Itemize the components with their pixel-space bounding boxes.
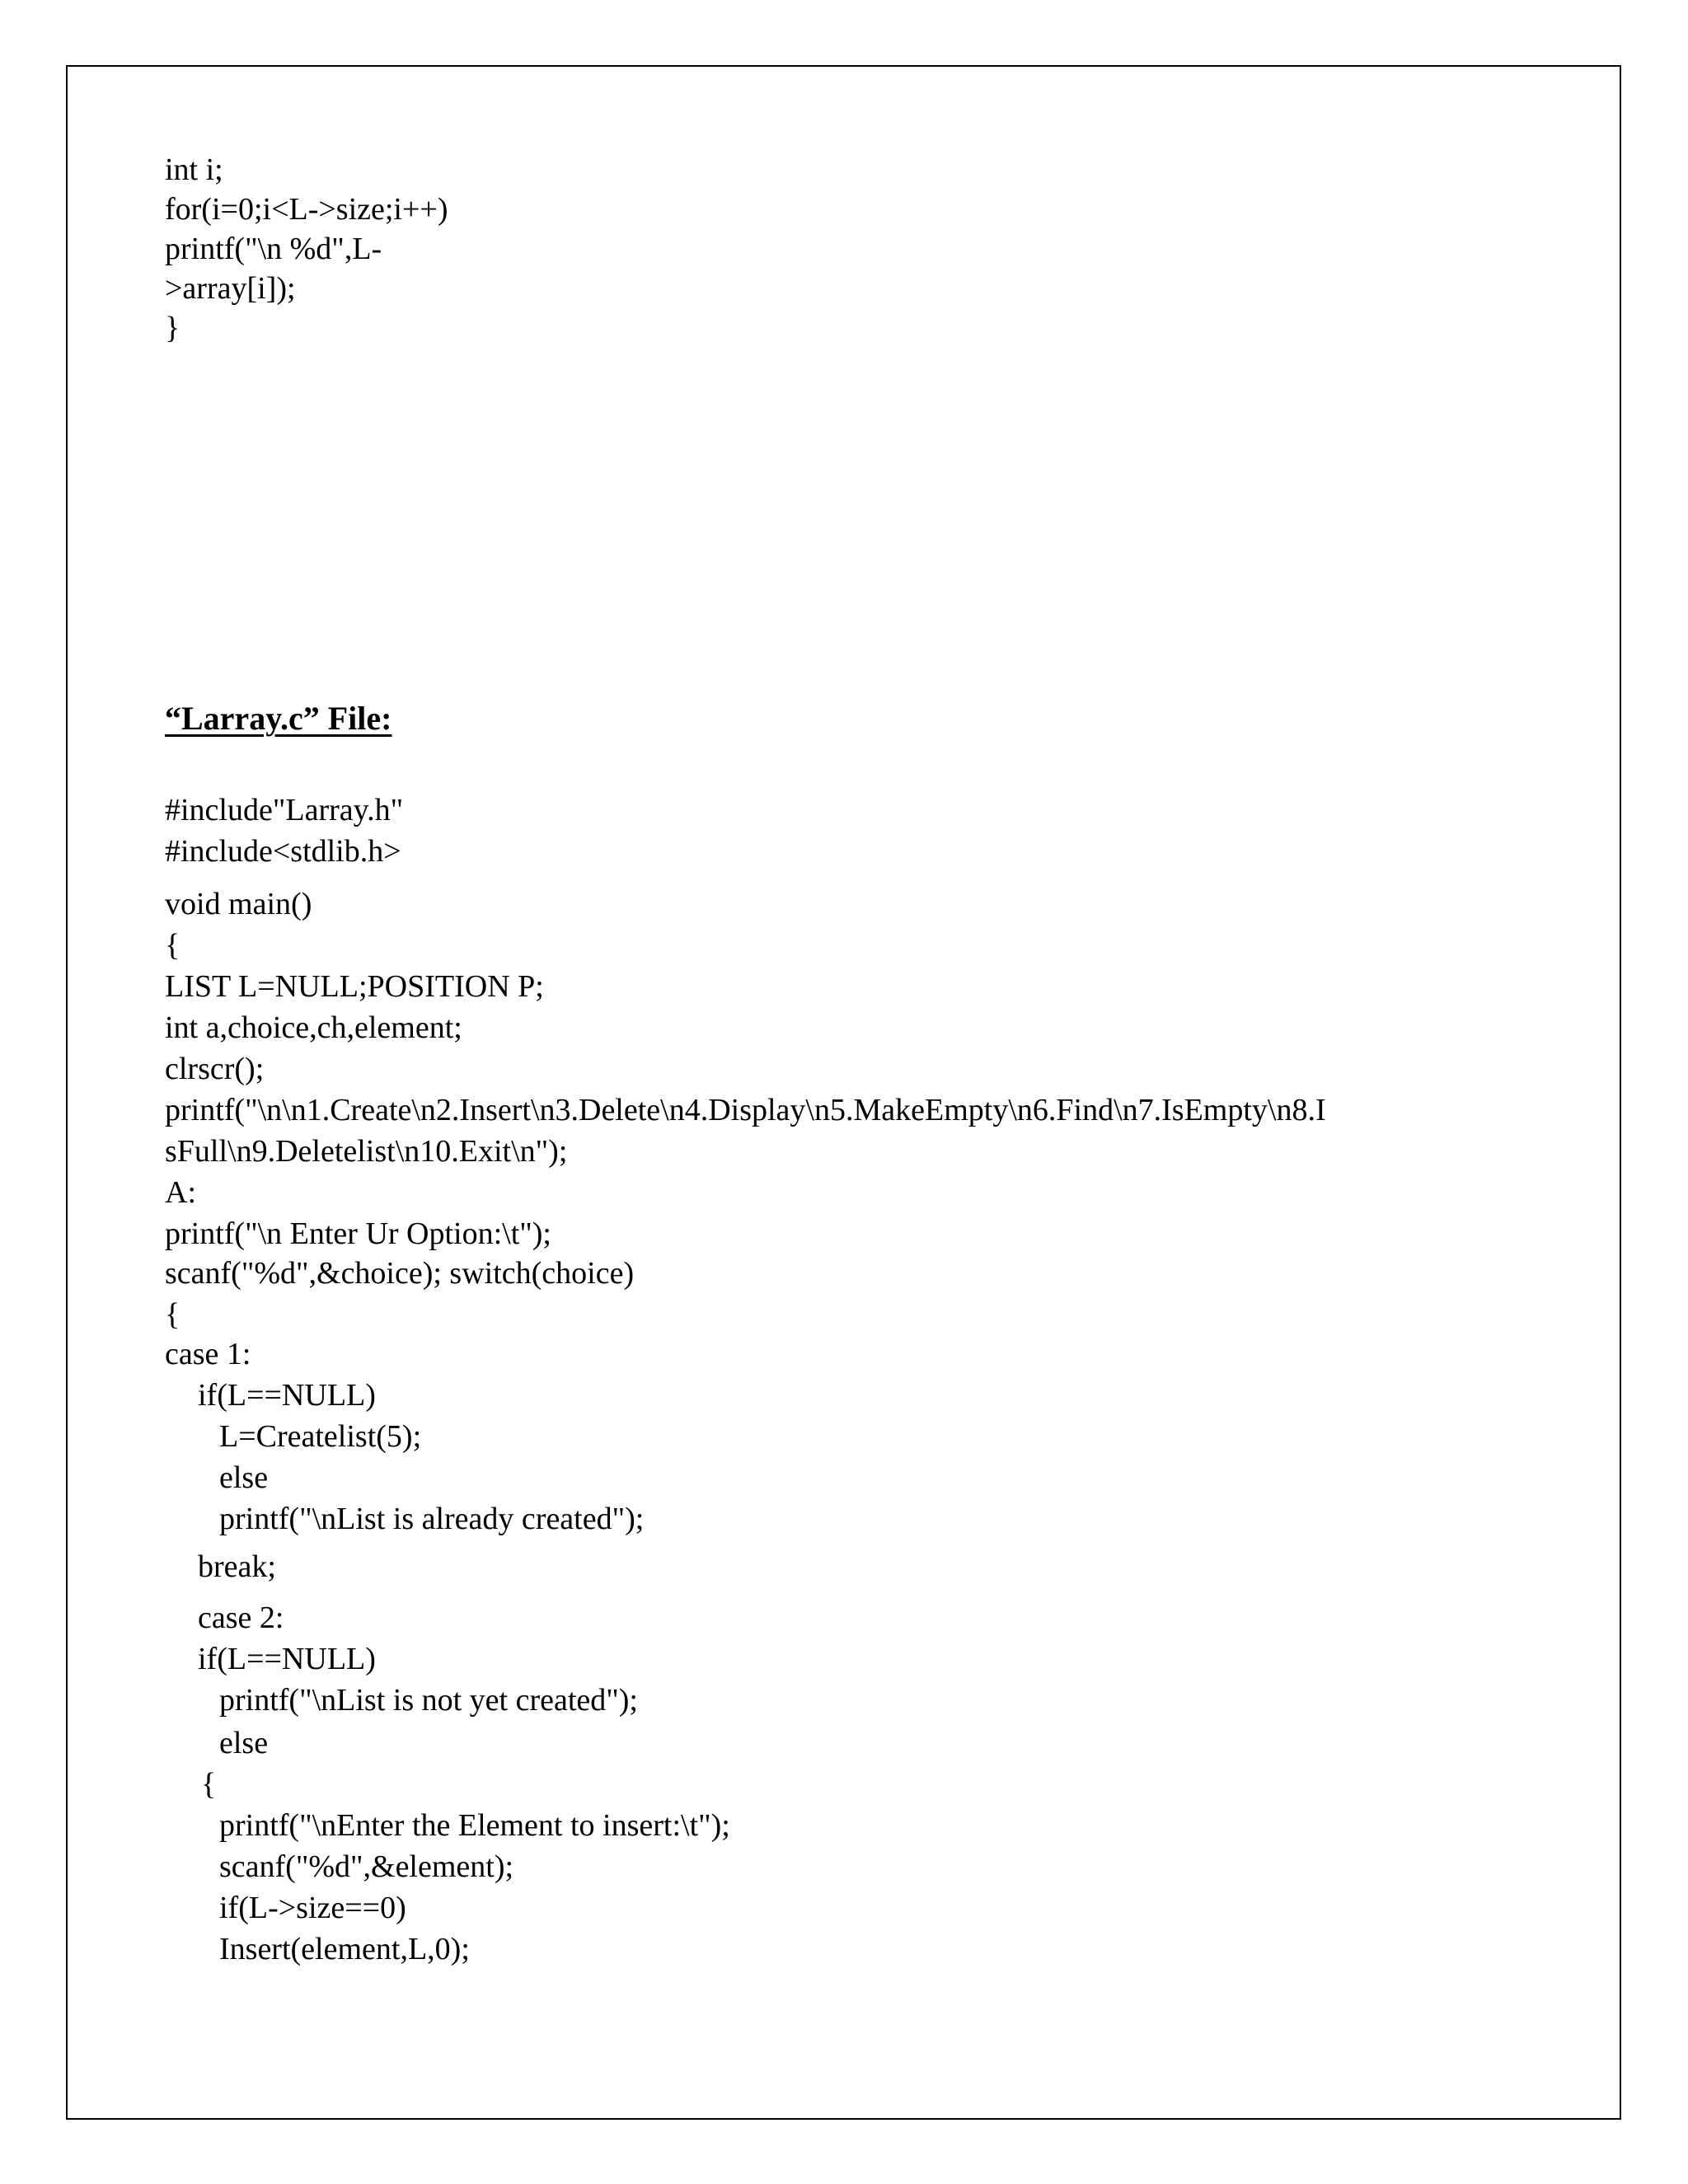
code-line: void main() (165, 887, 312, 921)
code-line: if(L==NULL) (198, 1642, 376, 1676)
code-line: printf("\n %d",L- (165, 232, 382, 266)
code-line: A: (165, 1175, 196, 1210)
code-line: clrscr(); (165, 1052, 265, 1086)
code-line: int a,choice,ch,element; (165, 1010, 462, 1045)
code-line: printf("\nEnter the Element to insert:\t"); (219, 1808, 730, 1843)
code-line: #include"Larray.h" (165, 793, 404, 827)
code-line: case 2: (198, 1601, 284, 1635)
code-line: else (219, 1726, 269, 1760)
code-line: sFull\n9.Deletelist\n10.Exit\n"); (165, 1134, 568, 1169)
code-line: L=Createlist(5); (219, 1419, 422, 1454)
code-line: printf("\nList is already created"); (219, 1502, 645, 1536)
code-line: if(L->size==0) (219, 1891, 406, 1925)
code-line: printf("\n Enter Ur Option:\t"); (165, 1216, 551, 1251)
code-line: break; (198, 1549, 276, 1584)
code-line: int i; (165, 152, 223, 187)
code-line: else (219, 1460, 269, 1495)
section-heading: “Larray.c” File: (165, 700, 392, 737)
code-line: { (165, 928, 181, 963)
code-line: for(i=0;i<L->size;i++) (165, 192, 448, 227)
code-line: { (201, 1767, 217, 1802)
code-line: scanf("%d",&choice); switch(choice) (165, 1256, 635, 1291)
code-line: printf("\n\n1.Create\n2.Insert\n3.Delete\n4.Display\n5.MakeEmpty\n6.Find\n7.IsEmpty\n8.I (165, 1093, 1326, 1127)
code-line: #include<stdlib.h> (165, 834, 401, 869)
code-line: { (165, 1297, 181, 1332)
code-line: Insert(element,L,0); (219, 1932, 470, 1966)
code-line: >array[i]); (165, 271, 296, 306)
code-line: } (165, 311, 181, 345)
code-line: LIST L=NULL;POSITION P; (165, 969, 544, 1004)
code-line: printf("\nList is not yet created"); (219, 1683, 638, 1718)
code-line: scanf("%d",&element); (219, 1849, 514, 1884)
code-line: if(L==NULL) (198, 1378, 376, 1413)
code-line: case 1: (165, 1337, 251, 1371)
